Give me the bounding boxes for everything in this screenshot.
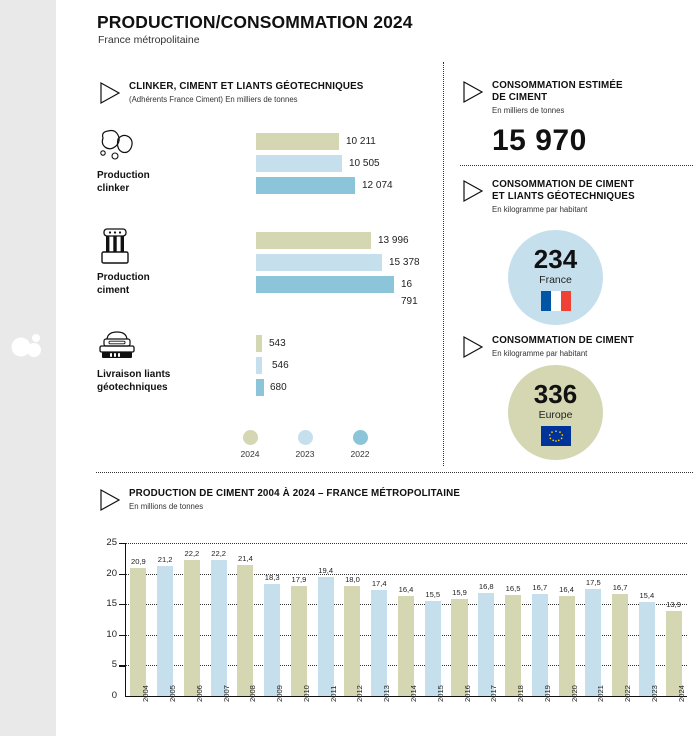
- stat-label: France: [539, 273, 572, 286]
- page-content: [56, 0, 697, 736]
- page-title: PRODUCTION/CONSOMMATION 2024: [97, 12, 413, 32]
- chart-bar-value-label: 18,3: [264, 573, 280, 582]
- y-axis-tick-label: 20: [106, 567, 117, 579]
- stat-circle-france: [508, 230, 603, 325]
- y-axis-tick-label: 25: [106, 537, 117, 548]
- chart-bar-value-label: 18,0: [345, 574, 360, 584]
- x-axis-year-label: 2018: [516, 685, 526, 702]
- x-axis-year-label: 2023: [649, 685, 659, 702]
- stat-label: Europe: [538, 408, 573, 421]
- chart-legend: [97, 430, 427, 466]
- x-axis-year-label: 2024: [676, 685, 686, 702]
- x-axis-year-label: 2008: [248, 685, 258, 702]
- chart-bar-value-label: 16,4: [559, 584, 574, 594]
- stat-value: 336: [533, 378, 578, 409]
- group-label-line2: géotechniques: [97, 382, 168, 393]
- chart-bar: [639, 602, 655, 696]
- legend-swatch-2024: [243, 430, 258, 445]
- legend-label-2024: 2024: [240, 449, 260, 459]
- production-ciment-bar-chart: [97, 525, 693, 730]
- gridline: [125, 543, 687, 544]
- chart-bar-value-label: 15,4: [639, 590, 655, 600]
- bar-value-2022: 16 791: [401, 279, 418, 307]
- chart-bar-value-label: 22,2: [211, 549, 227, 559]
- y-axis-tick-label: 5: [111, 659, 117, 671]
- bar-value-2024: 10 211: [346, 136, 376, 147]
- bar-2024: [256, 133, 339, 150]
- chart-bar-value-label: 15,9: [452, 587, 467, 597]
- bar-value-2023: 15 378: [389, 257, 420, 268]
- bar-2022: [256, 276, 394, 293]
- section-heading-line1: CONSOMMATION ESTIMÉE: [492, 80, 623, 91]
- vertical-divider: [443, 62, 444, 466]
- bar-value-2024: 543: [269, 338, 286, 349]
- chart-bar-value-label: 21,4: [238, 554, 253, 564]
- chart-bar: [318, 577, 334, 696]
- chart-bar: [264, 584, 280, 696]
- bar-value-2023: 546: [272, 360, 289, 371]
- chart-bar: [130, 568, 146, 696]
- chart-bar-value-label: 16,4: [398, 584, 414, 594]
- gridline: [125, 574, 687, 575]
- cement-silo-icon: [97, 226, 137, 273]
- legend-swatch-2022: [353, 430, 368, 445]
- chart-bar: [291, 586, 307, 696]
- bar-value-2023: 10 505: [349, 158, 380, 169]
- chart-bar-value-label: 16,5: [505, 584, 521, 594]
- section-heading-line1: CONSOMMATION DE CIMENT: [492, 335, 634, 346]
- page-subtitle: France métropolitaine: [98, 34, 200, 46]
- chart-bar: [505, 595, 521, 696]
- section-heading: CLINKER, CIMENT ET LIANTS GÉOTECHNIQUES: [129, 81, 364, 92]
- x-axis-year-label: 2010: [301, 685, 311, 702]
- bar-2024: [256, 232, 371, 249]
- chart-bar-value-label: 21,2: [157, 555, 173, 565]
- x-axis-year-label: 2013: [382, 685, 392, 702]
- section-subheading: En kilogramme par habitant: [492, 349, 588, 358]
- group-label-line1: Production: [97, 272, 150, 283]
- x-axis-year-label: 2009: [275, 685, 285, 702]
- section-heading-line2: ET LIANTS GÉOTECHNIQUES: [492, 191, 635, 202]
- chart-bar-value-label: 20,9: [130, 557, 146, 567]
- chart-bar: [371, 590, 387, 696]
- chart-bar-value-label: 16,7: [532, 582, 548, 592]
- bar-2024: [256, 335, 262, 352]
- bar-2022: [256, 379, 264, 396]
- legend-label-2022: 2022: [350, 449, 370, 459]
- section-subheading: En kilogramme par habitant: [492, 205, 588, 214]
- chart-bar: [237, 565, 253, 696]
- brand-logo-icon: [8, 330, 50, 360]
- chart-bar: [344, 586, 360, 696]
- chart-bar-value-label: 19,4: [318, 566, 334, 576]
- chart-bar: [451, 599, 467, 696]
- chart-bar-value-label: 17,4: [371, 578, 387, 588]
- x-axis-year-label: 2019: [542, 685, 552, 702]
- y-axis-tick-label: 0: [111, 690, 117, 701]
- chart-bar-value-label: 13,9: [666, 599, 681, 609]
- chart-bar: [211, 560, 227, 696]
- x-axis-year-label: 2017: [489, 685, 499, 702]
- chart-bar: [666, 611, 682, 696]
- consommation-estimee-value: 15 970: [492, 124, 587, 157]
- x-axis-year-label: 2016: [462, 685, 472, 702]
- stat-value: 234: [533, 243, 578, 274]
- bar-group-livraison-liants: [97, 327, 427, 417]
- y-axis-tick-label: 10: [106, 628, 117, 640]
- bar-2023: [256, 155, 342, 172]
- x-axis-year-label: 2021: [596, 685, 606, 702]
- clinker-nodules-icon: [97, 128, 139, 169]
- group-label-line1: Livraison liants: [97, 369, 171, 380]
- chart-bar-value-label: 22,2: [184, 549, 200, 559]
- delivery-truck-icon: [97, 327, 139, 370]
- chart-bar-value-label: 17,5: [585, 577, 601, 587]
- x-axis-year-label: 2012: [355, 685, 365, 702]
- horizontal-divider-bottom: [96, 472, 693, 473]
- chart-bar-value-label: 16,8: [478, 582, 494, 592]
- chart-bar: [157, 566, 173, 696]
- bar-group-production-ciment: [97, 226, 427, 316]
- x-axis-year-label: 2004: [141, 685, 151, 702]
- bar-2023: [256, 357, 262, 374]
- x-axis-year-label: 2020: [569, 685, 579, 702]
- europe-flag-icon: [541, 426, 571, 446]
- chart-bar: [612, 594, 628, 696]
- chart-bar: [478, 593, 494, 696]
- section-subheading: En millions de tonnes: [129, 502, 204, 511]
- bar-2023: [256, 254, 382, 271]
- bar-group-production-clinker: [97, 128, 427, 213]
- section-subheading: (Adhérents France Ciment) En milliers de tonnes: [129, 95, 298, 104]
- chart-bar-value-label: 16,7: [612, 582, 628, 592]
- left-sidebar-rail: [0, 0, 56, 736]
- bar-value-2022: 12 074: [362, 180, 393, 191]
- chart-bar-value-label: 15,5: [425, 590, 441, 600]
- x-axis-year-label: 2006: [194, 685, 204, 702]
- france-flag-icon: [541, 291, 571, 311]
- chart-bar: [398, 596, 414, 696]
- x-axis-year-label: 2007: [221, 685, 231, 702]
- legend-swatch-2023: [298, 430, 313, 445]
- section-subheading: En milliers de tonnes: [492, 106, 565, 115]
- stat-circle-europe: [508, 365, 603, 460]
- chart-bar: [532, 594, 548, 696]
- group-label-line2: clinker: [97, 183, 130, 194]
- chart-bar: [585, 589, 601, 696]
- chart-bar: [184, 560, 200, 696]
- group-label-line2: ciment: [97, 285, 130, 296]
- x-axis-year-label: 2005: [168, 685, 178, 702]
- section-heading: PRODUCTION DE CIMENT 2004 À 2024 – FRANCE MÉTROPOLITAINE: [129, 488, 461, 499]
- x-axis-year-label: 2022: [623, 685, 633, 702]
- right-divider-1: [460, 165, 693, 166]
- chart-bar: [425, 601, 441, 696]
- bar-2022: [256, 177, 355, 194]
- y-axis-tick-label: 15: [106, 598, 117, 610]
- section-heading-line2: DE CIMENT: [492, 92, 548, 103]
- chart-bar-value-label: 17,9: [291, 575, 307, 585]
- chart-bar: [559, 596, 575, 696]
- x-axis-year-label: 2015: [435, 685, 445, 702]
- section-heading-line1: CONSOMMATION DE CIMENT: [492, 179, 634, 190]
- group-label-line1: Production: [97, 170, 150, 181]
- legend-label-2023: 2023: [295, 449, 315, 459]
- x-axis-year-label: 2011: [328, 685, 338, 702]
- x-axis-year-label: 2014: [409, 685, 418, 702]
- bar-value-2024: 13 996: [378, 235, 409, 246]
- bar-value-2022: 680: [270, 382, 287, 393]
